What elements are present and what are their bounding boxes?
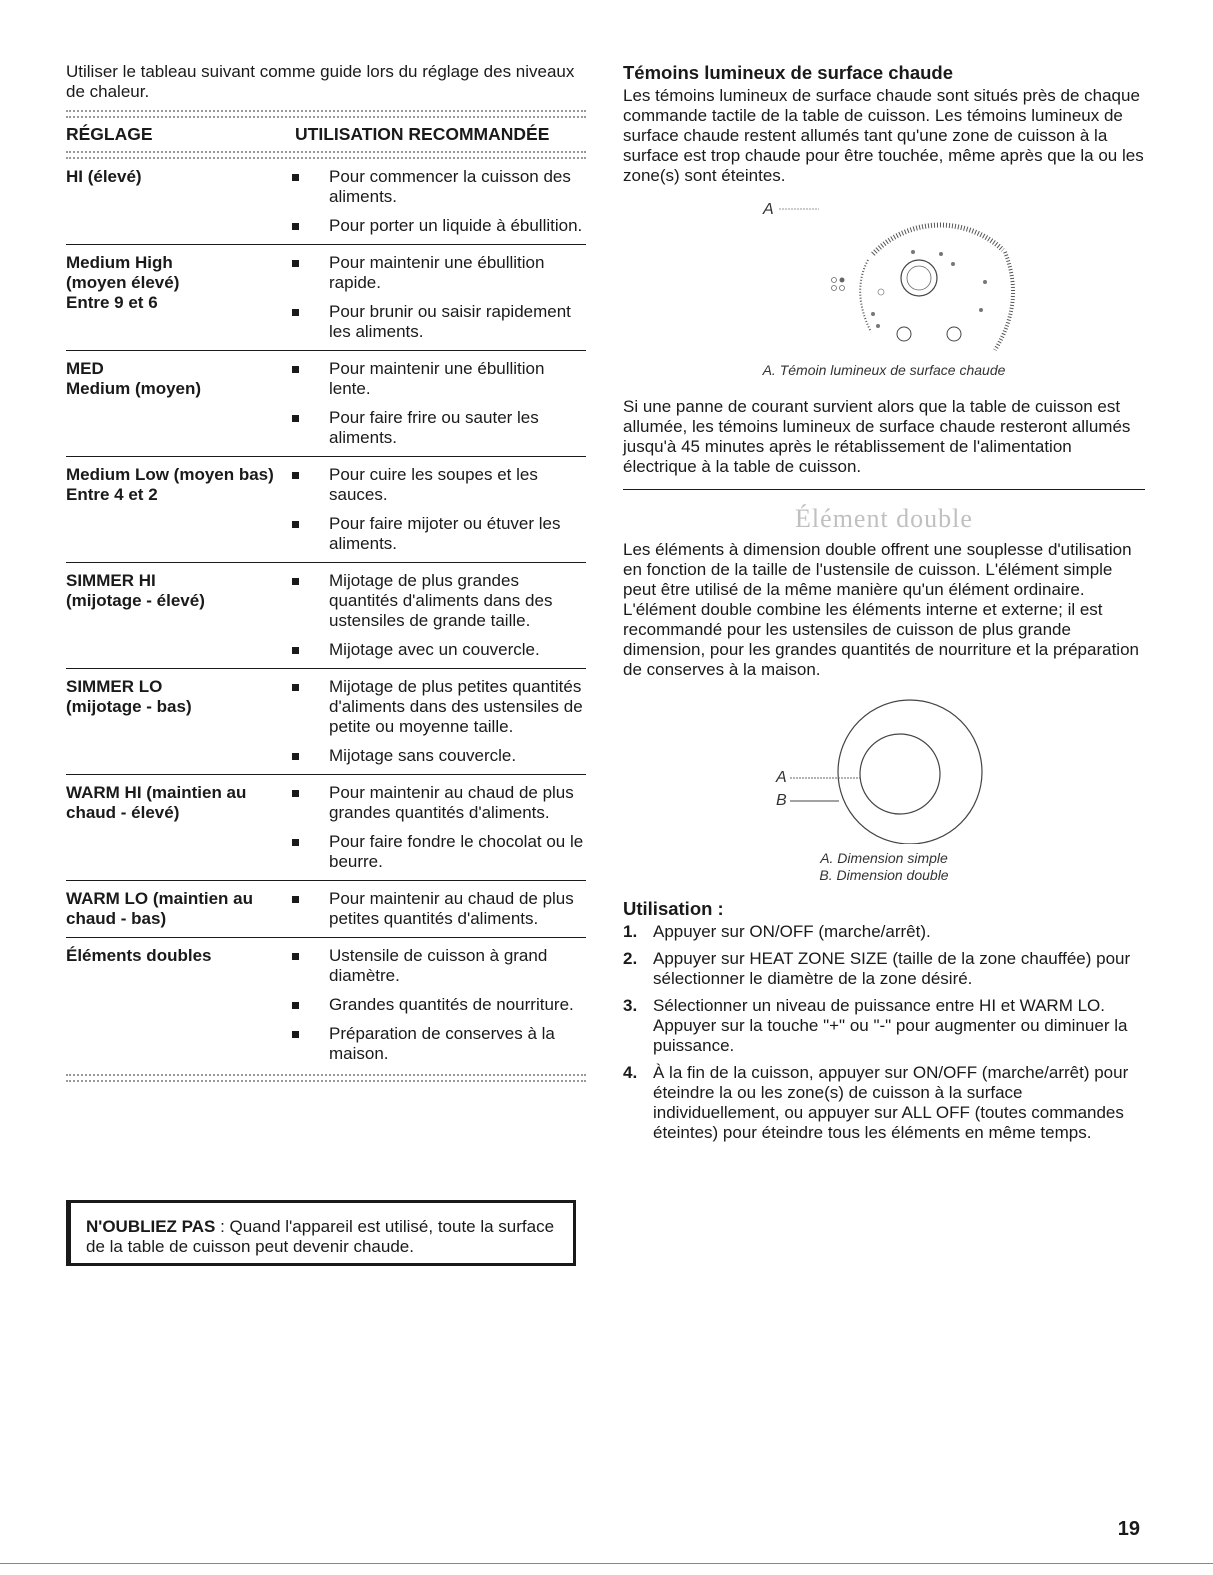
intro-text: Utiliser le tableau suivant comme guide lors du réglage des niveaux de chaleur. <box>66 62 575 101</box>
use-text: Pour brunir ou saisir rapidement les aliments. <box>329 302 571 341</box>
setting-line: Entre 4 et 2 <box>66 485 158 504</box>
step-text: Sélectionner un niveau de puissance entre HI et WARM LO. Appuyer sur la touche "+" ou "-" pour augmenter ou diminuer la puissance. <box>653 996 1128 1055</box>
bullet-square-icon <box>292 953 299 960</box>
use-bullet <box>286 167 586 207</box>
setting-line: (mijotage - élevé) <box>66 591 205 610</box>
setting-line: HI (élevé) <box>66 167 142 186</box>
header-use: UTILISATION RECOMMANDÉE <box>295 124 550 144</box>
setting-name <box>66 571 286 660</box>
use-text: Pour commencer la cuisson des aliments. <box>329 167 571 206</box>
step-number: 1. <box>623 922 638 941</box>
step-text: Appuyer sur ON/OFF (marche/arrêt). <box>653 922 931 941</box>
setting-name <box>66 359 286 448</box>
table-row <box>66 245 586 351</box>
use-bullet <box>286 640 586 660</box>
use-bullet <box>286 465 586 505</box>
info-column <box>623 62 1145 1150</box>
table-row <box>66 457 586 563</box>
usage-step <box>623 922 1145 942</box>
use-bullet <box>286 889 586 929</box>
fig2-caption-b: B. Dimension double <box>819 867 949 883</box>
bullet-square-icon <box>292 415 299 422</box>
bullet-square-icon <box>292 647 299 654</box>
table-header <box>66 118 586 151</box>
bullet-square-icon <box>292 1031 299 1038</box>
setting-name <box>66 783 286 872</box>
cooktop-controls-figure <box>623 192 1145 362</box>
use-bullet <box>286 216 586 236</box>
use-bullet <box>286 832 586 872</box>
table-row <box>66 775 586 881</box>
hot-surface-title: Témoins lumineux de surface chaude <box>623 62 954 83</box>
setting-uses <box>286 677 586 766</box>
use-text: Mijotage sans couvercle. <box>329 746 517 765</box>
bullet-square-icon <box>292 472 299 479</box>
step-number: 3. <box>623 996 638 1015</box>
use-bullet <box>286 1024 586 1064</box>
setting-uses <box>286 167 586 236</box>
header-setting: RÉGLAGE <box>66 124 153 144</box>
setting-uses <box>286 465 586 554</box>
fig2-caption-a: A. Dimension simple <box>820 850 948 866</box>
page-number: 19 <box>1117 1518 1140 1540</box>
setting-line: WARM HI (maintien au chaud - élevé) <box>66 783 247 822</box>
setting-line: MED <box>66 359 104 378</box>
use-bullet <box>286 746 586 766</box>
setting-name <box>66 465 286 554</box>
page-bottom-line <box>0 1563 1213 1564</box>
use-text: Pour faire fondre le chocolat ou le beurre. <box>329 832 584 871</box>
use-text: Mijotage de plus petites quantités d'aliments dans des ustensiles de petite ou moyenne taille. <box>329 677 583 736</box>
use-bullet <box>286 253 586 293</box>
step-text: À la fin de la cuisson, appuyer sur ON/OFF (marche/arrêt) pour éteindre la ou les zone(s) de cuisson à la surface individuellement, ou appuyer sur ALL OFF (toutes commandes éteintes) pour éteindre tous les éléments en même temps. <box>653 1063 1129 1142</box>
use-text: Pour cuire les soupes et les sauces. <box>329 465 538 504</box>
bullet-square-icon <box>292 896 299 903</box>
table-row <box>66 881 586 938</box>
hot-surface-paragraph: Les témoins lumineux de surface chaude sont situés près de chaque commande tactile de la table de cuisson. Les témoins lumineux de surface chaude restent allumés tant qu'une zone de cuisson à la surface est trop chaude pour être touchée, même après que la ou les zone(s) sont éteintes. <box>623 86 1144 185</box>
use-text: Pour maintenir une ébullition rapide. <box>329 253 545 292</box>
setting-uses <box>286 253 586 342</box>
usage-step <box>623 949 1145 989</box>
section-divider <box>623 489 1145 490</box>
setting-uses <box>286 946 586 1064</box>
setting-line: Medium Low (moyen bas) <box>66 465 274 484</box>
fig1-caption: A. Témoin lumineux de surface chaude <box>762 362 1006 378</box>
use-text: Pour maintenir au chaud de plus grandes quantités d'aliments. <box>329 783 574 822</box>
use-text: Pour faire mijoter ou étuver les aliments. <box>329 514 561 553</box>
setting-line: SIMMER LO <box>66 677 163 696</box>
use-text: Pour maintenir au chaud de plus petites quantités d'aliments. <box>329 889 574 928</box>
reminder-text: : Quand l'appareil est utilisé, toute la surface de la table de cuisson peut devenir chaude. <box>86 1217 555 1256</box>
use-text: Pour porter un liquide à ébullition. <box>329 216 583 235</box>
use-bullet <box>286 783 586 823</box>
use-bullet <box>286 359 586 399</box>
setting-name <box>66 677 286 766</box>
table-bottom-rule <box>66 1074 586 1082</box>
table-row <box>66 563 586 669</box>
setting-name <box>66 167 286 236</box>
bullet-square-icon <box>292 578 299 585</box>
bullet-square-icon <box>292 260 299 267</box>
bullet-square-icon <box>292 684 299 691</box>
step-text: Appuyer sur HEAT ZONE SIZE (taille de la zone chauffée) pour sélectionner le diamètre de la zone désiré. <box>653 949 1131 988</box>
bullet-square-icon <box>292 753 299 760</box>
setting-name <box>66 889 286 929</box>
settings-table-body <box>66 159 586 1074</box>
usage-step <box>623 996 1145 1056</box>
use-bullet <box>286 946 586 986</box>
bullet-square-icon <box>292 223 299 230</box>
setting-line: WARM LO (maintien au chaud - bas) <box>66 889 253 928</box>
setting-uses <box>286 889 586 929</box>
setting-line: (moyen élevé) <box>66 273 180 292</box>
setting-uses <box>286 783 586 872</box>
use-bullet <box>286 302 586 342</box>
usage-title: Utilisation : <box>623 898 724 919</box>
bullet-square-icon <box>292 790 299 797</box>
table-top-rule <box>66 110 586 118</box>
fig1-label-a: A <box>763 201 774 218</box>
fig2-label-b: B <box>776 792 787 809</box>
setting-line: (mijotage - bas) <box>66 697 192 716</box>
use-text: Préparation de conserves à la maison. <box>329 1024 555 1063</box>
setting-line: Medium (moyen) <box>66 379 202 398</box>
power-failure-paragraph: Si une panne de courant survient alors que la table de cuisson est allumée, les témoins lumineux de surface chaude resteront allumés jusqu'à 45 minutes après le rétablissement de l'alimentation électrique à la table de cuisson. <box>623 397 1131 476</box>
dual-element-figure <box>623 694 1145 844</box>
table-row <box>66 938 586 1074</box>
step-number: 2. <box>623 949 638 968</box>
use-bullet <box>286 408 586 448</box>
setting-line: SIMMER HI <box>66 571 156 590</box>
setting-line: Medium High <box>66 253 173 272</box>
table-row <box>66 669 586 775</box>
bullet-square-icon <box>292 839 299 846</box>
reminder-box <box>66 1200 576 1266</box>
use-bullet <box>286 571 586 631</box>
step-number: 4. <box>623 1063 638 1082</box>
fig2-label-a: A <box>776 769 787 786</box>
setting-uses <box>286 571 586 660</box>
use-text: Ustensile de cuisson à grand diamètre. <box>329 946 548 985</box>
setting-uses <box>286 359 586 448</box>
table-row <box>66 159 586 245</box>
settings-column <box>66 62 586 1082</box>
use-text: Mijotage avec un couvercle. <box>329 640 540 659</box>
dual-element-paragraph: Les éléments à dimension double offrent une souplesse d'utilisation en fonction de la taille de l'ustensile de cuisson. L'élément simple peut être utilisé de la même manière qu'un élément ordinaire. L'élément double combine les éléments interne et externe; il est recommandé pour les ustensiles de cuisson de plus grande dimension, pour les grandes quantités de nourriture et la préparation de conserves à la maison. <box>623 540 1139 679</box>
use-text: Pour maintenir une ébullition lente. <box>329 359 545 398</box>
setting-name <box>66 946 286 1064</box>
use-text: Mijotage de plus grandes quantités d'aliments dans des ustensiles de grande taille. <box>329 571 553 630</box>
reminder-label: N'OUBLIEZ PAS <box>86 1217 216 1236</box>
setting-line: Éléments doubles <box>66 946 212 965</box>
bullet-square-icon <box>292 366 299 373</box>
setting-name <box>66 253 286 342</box>
usage-steps <box>623 922 1145 1143</box>
bullet-square-icon <box>292 521 299 528</box>
table-header-rule <box>66 151 586 159</box>
bullet-square-icon <box>292 309 299 316</box>
dual-element-title: Élément double <box>795 504 973 533</box>
use-bullet <box>286 995 586 1015</box>
use-bullet <box>286 514 586 554</box>
use-bullet <box>286 677 586 737</box>
setting-line: Entre 9 et 6 <box>66 293 158 312</box>
use-text: Grandes quantités de nourriture. <box>329 995 574 1014</box>
bullet-square-icon <box>292 174 299 181</box>
bullet-square-icon <box>292 1002 299 1009</box>
usage-step <box>623 1063 1145 1143</box>
use-text: Pour faire frire ou sauter les aliments. <box>329 408 539 447</box>
table-row <box>66 351 586 457</box>
